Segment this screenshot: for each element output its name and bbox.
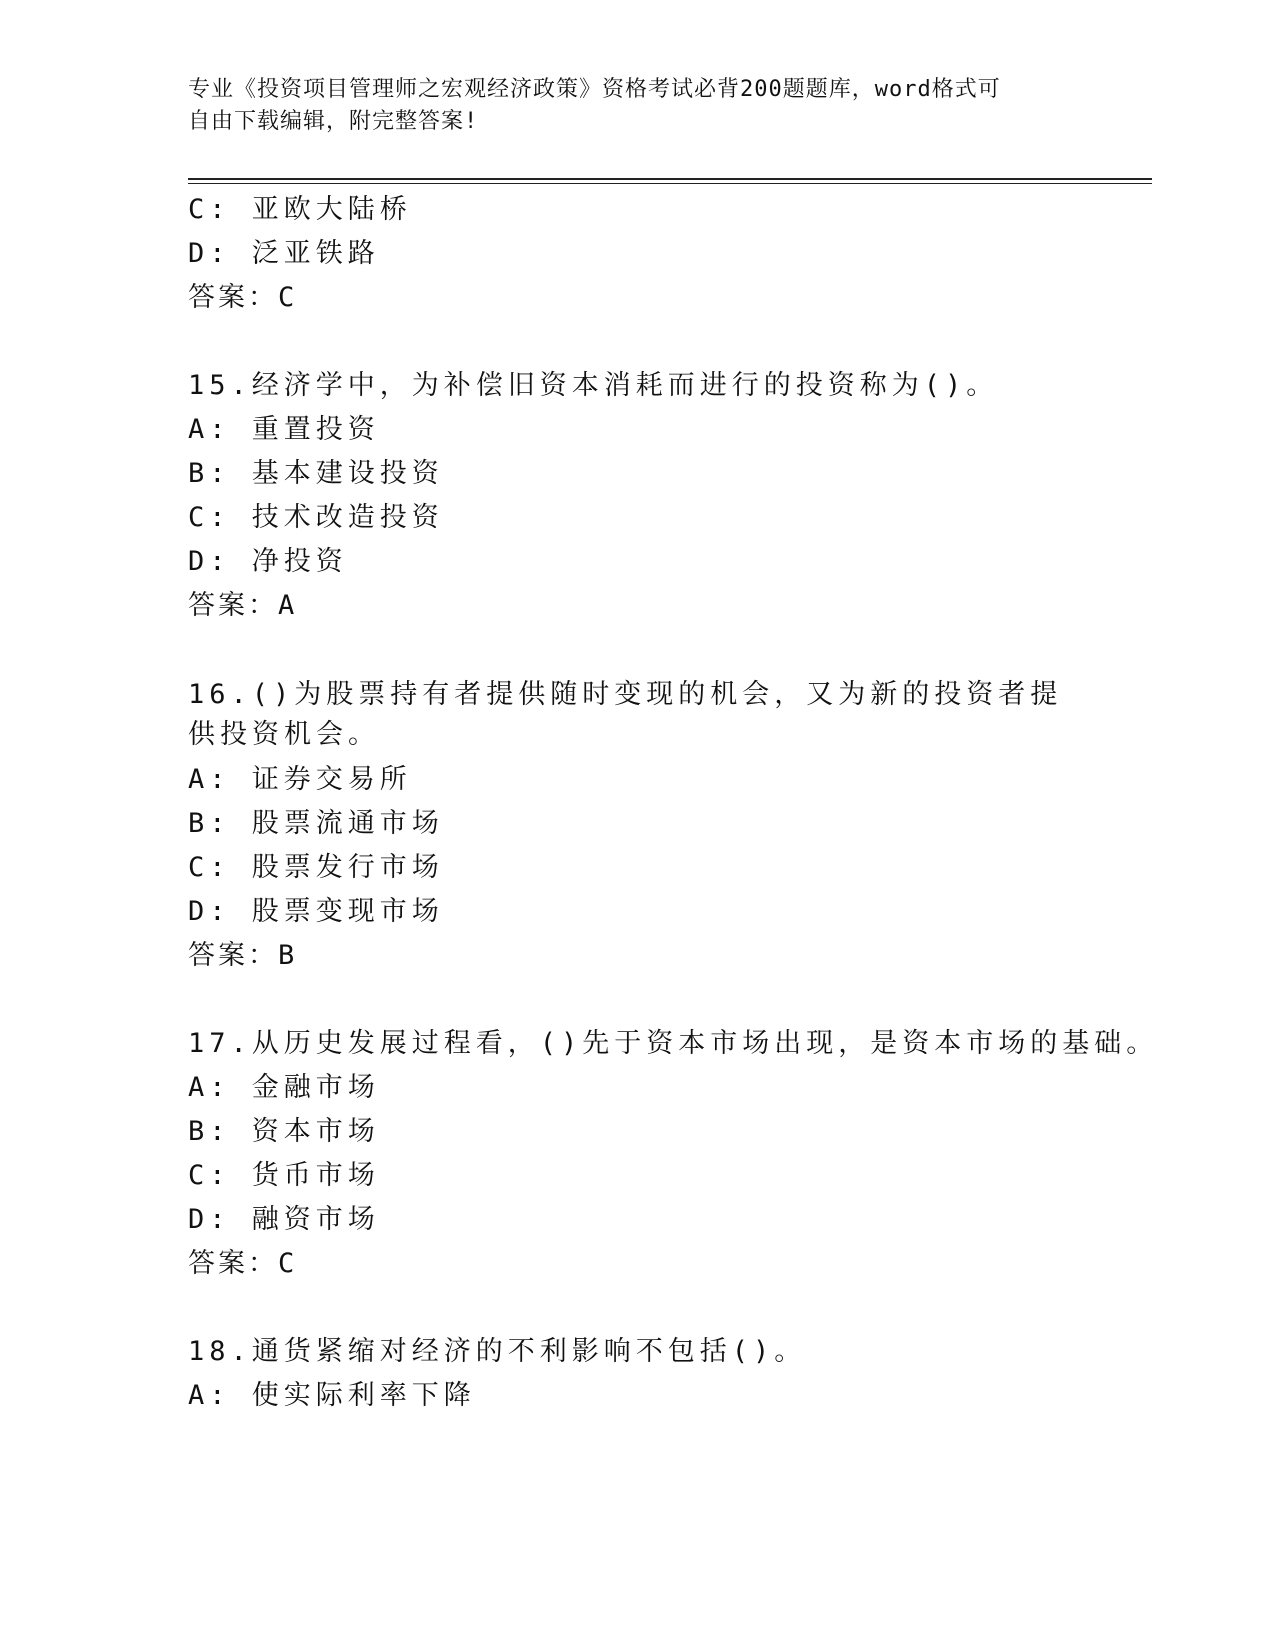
question-18-stem: 18.通货紧缩对经济的不利影响不包括()。 xyxy=(188,1336,807,1367)
question-15-stem: 15.经济学中，为补偿旧资本消耗而进行的投资称为()。 xyxy=(188,370,999,401)
question-15-option-c: C: 技术改造投资 xyxy=(188,502,444,533)
document-header xyxy=(188,74,1068,138)
header-line-2: 自由下载编辑，附完整答案! xyxy=(188,109,479,134)
question-16-option-b: B: 股票流通市场 xyxy=(188,808,444,839)
question-16-stem: 16.()为股票持有者提供随时变现的机会，又为新的投资者提供投资机会。 xyxy=(188,679,1063,750)
header-divider-thin xyxy=(188,183,1152,184)
header-line-1: 专业《投资项目管理师之宏观经济政策》资格考试必背200题题库，word格式可 xyxy=(188,77,1001,102)
question-17-option-b: B: 资本市场 xyxy=(188,1116,380,1147)
question-15-option-a: A: 重置投资 xyxy=(188,414,380,445)
prev-option-c: C: 亚欧大陆桥 xyxy=(188,194,412,225)
prev-option-d: D: 泛亚铁路 xyxy=(188,238,380,269)
question-15-option-d: D: 净投资 xyxy=(188,546,348,577)
question-17-option-a: A: 金融市场 xyxy=(188,1072,380,1103)
question-18-option-a: A: 使实际利率下降 xyxy=(188,1380,476,1411)
question-17-stem: 17.从历史发展过程看，()先于资本市场出现，是资本市场的基础。 xyxy=(188,1028,1159,1059)
prev-answer: 答案：C xyxy=(188,282,298,313)
question-17-answer: 答案：C xyxy=(188,1248,298,1279)
question-16-answer: 答案：B xyxy=(188,940,298,971)
question-17-option-c: C: 货币市场 xyxy=(188,1160,380,1191)
question-17-option-d: D: 融资市场 xyxy=(188,1204,380,1235)
question-16-option-a: A: 证券交易所 xyxy=(188,764,412,795)
question-16-option-c: C: 股票发行市场 xyxy=(188,852,444,883)
header-divider-thick xyxy=(188,178,1152,180)
question-15-answer: 答案：A xyxy=(188,590,298,621)
question-15-option-b: B: 基本建设投资 xyxy=(188,458,444,489)
question-16-option-d: D: 股票变现市场 xyxy=(188,896,444,927)
